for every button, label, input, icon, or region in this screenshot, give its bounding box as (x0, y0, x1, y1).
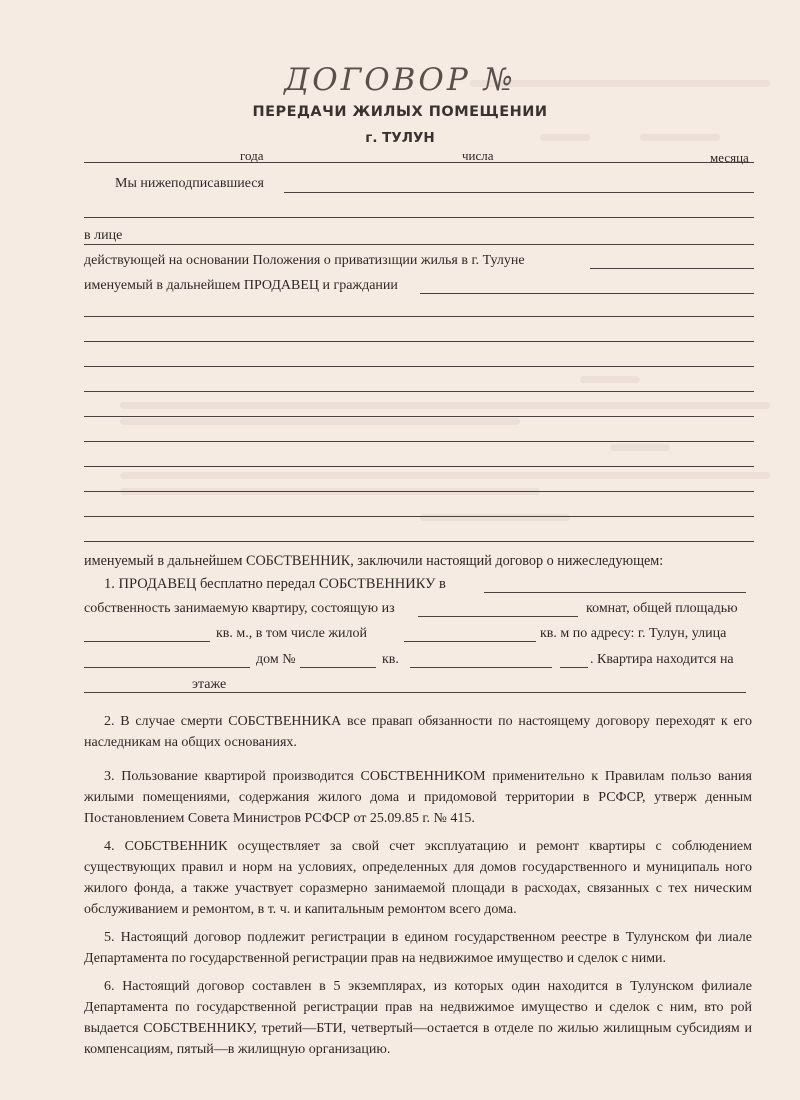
citizen-line-2[interactable] (84, 341, 754, 342)
date-line[interactable] (84, 162, 754, 163)
citizen-line-5[interactable] (84, 416, 754, 417)
apartment-extra-field[interactable] (560, 667, 588, 668)
clause-1-line-4a: дом № (256, 652, 296, 667)
floor-field[interactable] (84, 692, 746, 693)
apartment-number-field[interactable] (410, 667, 552, 668)
in-person-label: в лице (84, 228, 123, 243)
clause-1-line-4c: . Квартира находится на (590, 652, 734, 667)
total-area-field[interactable] (84, 641, 210, 642)
clause-4: 4. СОБСТВЕННИК осуществляет за свой счет эксплуатацию и ремонт квартиры с соблюдением существующих правил и норм на условиях, определенных для домов государственного и муниципаль ного жилого фонда, а также участвует соразмерно занимаемой площади в расходах, связанных с тех ническим обслуживанием и ремонтом, в т. ч. и капитальным ремонтом всего дома. (84, 839, 752, 917)
citizen-line-8[interactable] (84, 491, 754, 492)
undersigned-label: Мы нижеподписавшиеся (115, 176, 264, 191)
living-area-field[interactable] (404, 641, 536, 642)
document-title: ДОГОВОР № (284, 62, 516, 98)
street-field[interactable] (84, 667, 250, 668)
undersigned-field-2[interactable] (84, 217, 754, 218)
day-label: числа (462, 148, 494, 163)
rooms-field[interactable] (418, 616, 578, 617)
citizen-line-6[interactable] (84, 441, 754, 442)
clause-1-line-5: этаже (192, 677, 227, 692)
acting-basis-label: действующей на основании Положения о приватизıщии жилья в г. Тулуне (84, 253, 525, 268)
in-person-field[interactable] (84, 244, 754, 245)
clause-3: 3. Пользование квартирой производится СОБСТВЕННИКОМ применительно к Правилам пользо вания жилыми помещениями, содержания жилого дома и придомовой территории в РСФСР, утверж денным Постановлением Совета Министров РСФСР от 25.09.85 г. № 415. (84, 769, 752, 826)
clause-1-line-3b: кв. м по адресу: г. Тулун, улица (540, 626, 727, 641)
citizen-line-4[interactable] (84, 391, 754, 392)
clause-1-line-4b: кв. (382, 652, 399, 667)
seller-named-label: именуемый в дальнейшем ПРОДАВЕЦ и граждании (84, 278, 398, 293)
clause-1-line-2a: собственность занимаемую квартиру, состоящую из (84, 601, 395, 616)
citizen-line-10[interactable] (84, 541, 754, 542)
clause-1-field-1[interactable] (484, 592, 746, 593)
citizen-line-7[interactable] (84, 466, 754, 467)
undersigned-field[interactable] (284, 192, 754, 193)
citizen-line-1[interactable] (84, 316, 754, 317)
clause-6: 6. Настоящий договор составлен в 5 экземплярах, из которых один находится в Тулунском филиале Департамента по государственной регистрации прав на недвижимое имущество и сделок с ним, вто рой выдается СОБСТВЕННИКУ, третий—БТИ, четвертый—остается в отделе по жилью жилищным субсидиям и компенсациям, пятый—в жилищную организацию. (84, 979, 752, 1057)
year-label: года (240, 148, 264, 163)
clause-1-line-3a: кв. м., в том числе жилой (216, 626, 367, 641)
document-subtitle: ПЕРЕДАЧИ ЖИЛЫХ ПОМЕЩЕНИИ (252, 104, 548, 120)
clause-1-line-2b: комнат, общей площадью (586, 601, 738, 616)
clause-5: 5. Настоящий договор подлежит регистрации в едином государственном реестре в Тулунском фи лиале Департамента по государственной регистрации прав на недвижимое имущество и сделок с ними. (84, 930, 752, 966)
house-number-field[interactable] (300, 667, 376, 668)
seller-citizen-field[interactable] (420, 293, 754, 294)
citizen-line-3[interactable] (84, 366, 754, 367)
acting-basis-field[interactable] (590, 268, 754, 269)
clause-2: 2. В случае смерти СОБСТВЕННИКА все правап обязанности по настоящему договору переходят к его наследникам на общих основаниях. (84, 714, 752, 750)
month-label: месяца (710, 150, 749, 165)
clause-1-line-1: 1. ПРОДАВЕЦ бесплатно передал СОБСТВЕННИКУ в (104, 576, 446, 592)
owner-named-label: именуемый в дальнейшем СОБСТВЕННИК, заключили настоящий договор о нижеследующем: (84, 553, 664, 569)
citizen-line-9[interactable] (84, 516, 754, 517)
document-city: г. ТУЛУН (365, 130, 435, 146)
